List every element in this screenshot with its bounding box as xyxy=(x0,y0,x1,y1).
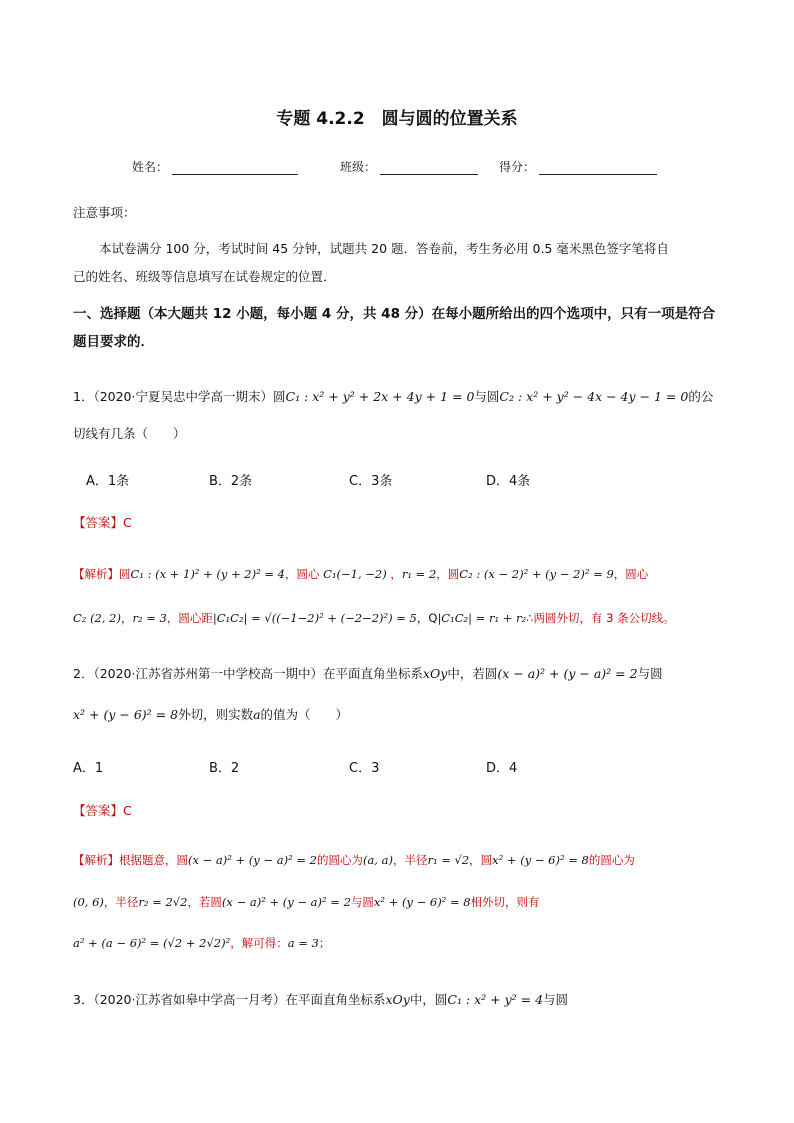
notice-heading: 注意事项： xyxy=(73,205,136,220)
q2-line2-mid: 外切，则实数 xyxy=(178,707,254,722)
q1-stem-line-2: 切线有几条（ ） xyxy=(73,426,186,441)
q1-option-c[interactable]: C．3条 xyxy=(349,474,393,489)
q3-stem-line-1 xyxy=(73,991,568,1009)
page-title: 专题 4.2.2 圆与圆的位置关系 xyxy=(276,109,518,129)
q1-a-conclusion: ∴两圆外切，有 3 条公切线。 xyxy=(526,611,675,625)
q2-analysis-line-2 xyxy=(73,893,540,911)
q1-a-r1: r₁ = 2 xyxy=(401,567,437,581)
q3-mid: 中，圆 xyxy=(409,992,448,1007)
q1-analysis-line-2 xyxy=(73,609,675,627)
section-heading-line-2: 题目要求的． xyxy=(73,334,154,350)
q2-a-eq3: (x − a)² + (y − a)² = 2 xyxy=(221,895,351,909)
q1-a-text: ，圆 xyxy=(436,567,460,581)
q2-a-text: 相外切，则有 xyxy=(470,895,540,909)
q3-xoy: xOy xyxy=(385,992,410,1007)
q2-var: a xyxy=(253,707,261,722)
q1-mid: 与圆 xyxy=(474,389,500,404)
q2-a-eq4: x² + (y − 6)² = 8 xyxy=(373,895,471,909)
score-label: 得分： xyxy=(499,160,536,174)
q1-a-text: ，圆心距 xyxy=(166,611,213,625)
q2-line2-end: 的值为（ ） xyxy=(260,707,349,722)
q1-suffix: 的公 xyxy=(688,389,714,404)
q1-a-dist: |C₁C₂| = √((−1−2)² + (−2−2)²) = 5 xyxy=(212,611,417,625)
q1-answer: 【答案】C xyxy=(73,515,132,530)
q1-a-eq1: C₁ : (x + 1)² + (y + 2)² = 4 xyxy=(130,567,285,581)
q2-xoy: xOy xyxy=(423,666,448,681)
q1-eq1: C₁ : x² + y² + 2x + 4y + 1 = 0 xyxy=(285,389,475,404)
q1-a-text: ， xyxy=(390,567,402,581)
section-heading-line-1: 一、选择题（本大题共 12 小题，每小题 4 分，共 48 分）在每小题所给出的四个选项中，只有一项是符合 xyxy=(73,306,716,322)
q2-analysis-line-1 xyxy=(73,851,635,869)
q1-analysis-line-1 xyxy=(73,565,648,583)
q2-a-text: 的圆心为 xyxy=(588,853,635,867)
q2-a-c2: (0, 6) xyxy=(73,895,104,909)
q2-a-eq1: (x − a)² + (y − a)² = 2 xyxy=(188,853,317,867)
q3-eq: C₁ : x² + y² = 4 xyxy=(447,992,544,1007)
q2-a-result: a = 3 xyxy=(287,936,319,950)
class-blank[interactable] xyxy=(380,160,478,175)
q1-option-b[interactable]: B．2条 xyxy=(209,474,253,489)
class-field[interactable] xyxy=(340,158,478,175)
name-field[interactable] xyxy=(132,158,298,175)
q1-a-center1: C₁(−1, −2) xyxy=(323,567,387,581)
q2-suffix: 与圆 xyxy=(637,666,663,681)
q2-a-text: ，半径 xyxy=(392,853,428,867)
q2-option-b[interactable]: B．2 xyxy=(209,761,240,776)
q2-mid: 中，若圆 xyxy=(447,666,498,681)
q2-a-r1: r₁ = √2 xyxy=(427,853,470,867)
q2-answer: 【答案】C xyxy=(73,803,132,818)
q2-option-d[interactable]: D．4 xyxy=(486,761,518,776)
q2-a-text: 的圆心为 xyxy=(316,853,363,867)
name-blank[interactable] xyxy=(172,160,298,175)
q3-suffix: 与圆 xyxy=(543,992,569,1007)
q2-a-text: ，解可得： xyxy=(230,936,288,950)
q2-a-eq5: a² + (a − 6)² = (√2 + 2√2)² xyxy=(73,936,231,950)
q2-eq1: (x − a)² + (y − a)² = 2 xyxy=(497,666,638,681)
q1-a-r2: r₂ = 3 xyxy=(132,611,167,625)
q1-a-text: ，Q xyxy=(416,611,438,625)
q1-a-text: ，圆心 xyxy=(613,567,649,581)
q2-stem-line-1 xyxy=(73,665,663,683)
q1-option-d[interactable]: D．4条 xyxy=(486,474,531,489)
notice-line-2: 己的姓名、班级等信息填写在试卷规定的位置． xyxy=(73,269,336,284)
q2-a-text: ，若圆 xyxy=(187,895,222,909)
q3-prefix: 3．（2020·江苏省如皋中学高一月考）在平面直角坐标系 xyxy=(73,992,386,1007)
q2-a-text: ； xyxy=(318,936,331,950)
q1-a-text: 圆 xyxy=(119,567,131,581)
q1-eq2: C₂ : x² + y² − 4x − 4y − 1 = 0 xyxy=(499,389,689,404)
q2-a-eq2: x² + (y − 6)² = 8 xyxy=(492,853,589,867)
class-label: 班级： xyxy=(340,160,377,174)
q2-eq2: x² + (y − 6)² = 8 xyxy=(73,707,179,722)
name-label: 姓名： xyxy=(132,160,169,174)
q1-a-text: ，圆心 xyxy=(284,567,320,581)
q1-a-center2: C₂ (2, 2) xyxy=(73,611,121,625)
q1-a-rel: |C₁C₂| = r₁ + r₂ xyxy=(437,611,527,625)
q2-option-c[interactable]: C．3 xyxy=(349,761,380,776)
q2-a-text: 与圆 xyxy=(350,895,374,909)
q1-stem-line-1 xyxy=(73,388,713,406)
q2-stem-line-2 xyxy=(73,706,348,724)
notice-line-1: 本试卷满分 100 分，考试时间 45 分钟，试题共 20 题．答卷前，考生务必用 0.5 毫米黑色签字笔将自 xyxy=(99,241,669,256)
q2-a-text: ，圆 xyxy=(469,853,493,867)
q2-analysis-line-3 xyxy=(73,934,330,952)
q2-a-c1: (a, a) xyxy=(362,853,393,867)
q2-a-r2: r₂ = 2√2 xyxy=(138,895,188,909)
score-blank[interactable] xyxy=(539,160,657,175)
q2-analysis-label: 【解析】 xyxy=(73,853,119,867)
q2-a-text: 根据题意，圆 xyxy=(119,853,188,867)
q1-a-eq2: C₂ : (x − 2)² + (y − 2)² = 9 xyxy=(459,567,614,581)
q1-option-a[interactable]: A．1条 xyxy=(86,474,130,489)
q1-prefix: 1．（2020·宁夏吴忠中学高一期末）圆 xyxy=(73,389,286,404)
score-field[interactable] xyxy=(499,158,657,175)
q1-a-text: ， xyxy=(120,611,133,625)
q2-prefix: 2．（2020·江苏省苏州第一中学校高一期中）在平面直角坐标系 xyxy=(73,666,423,681)
q1-analysis-label: 【解析】 xyxy=(73,567,119,581)
q2-a-text: ，半径 xyxy=(103,895,139,909)
q2-option-a[interactable]: A．1 xyxy=(73,761,104,776)
